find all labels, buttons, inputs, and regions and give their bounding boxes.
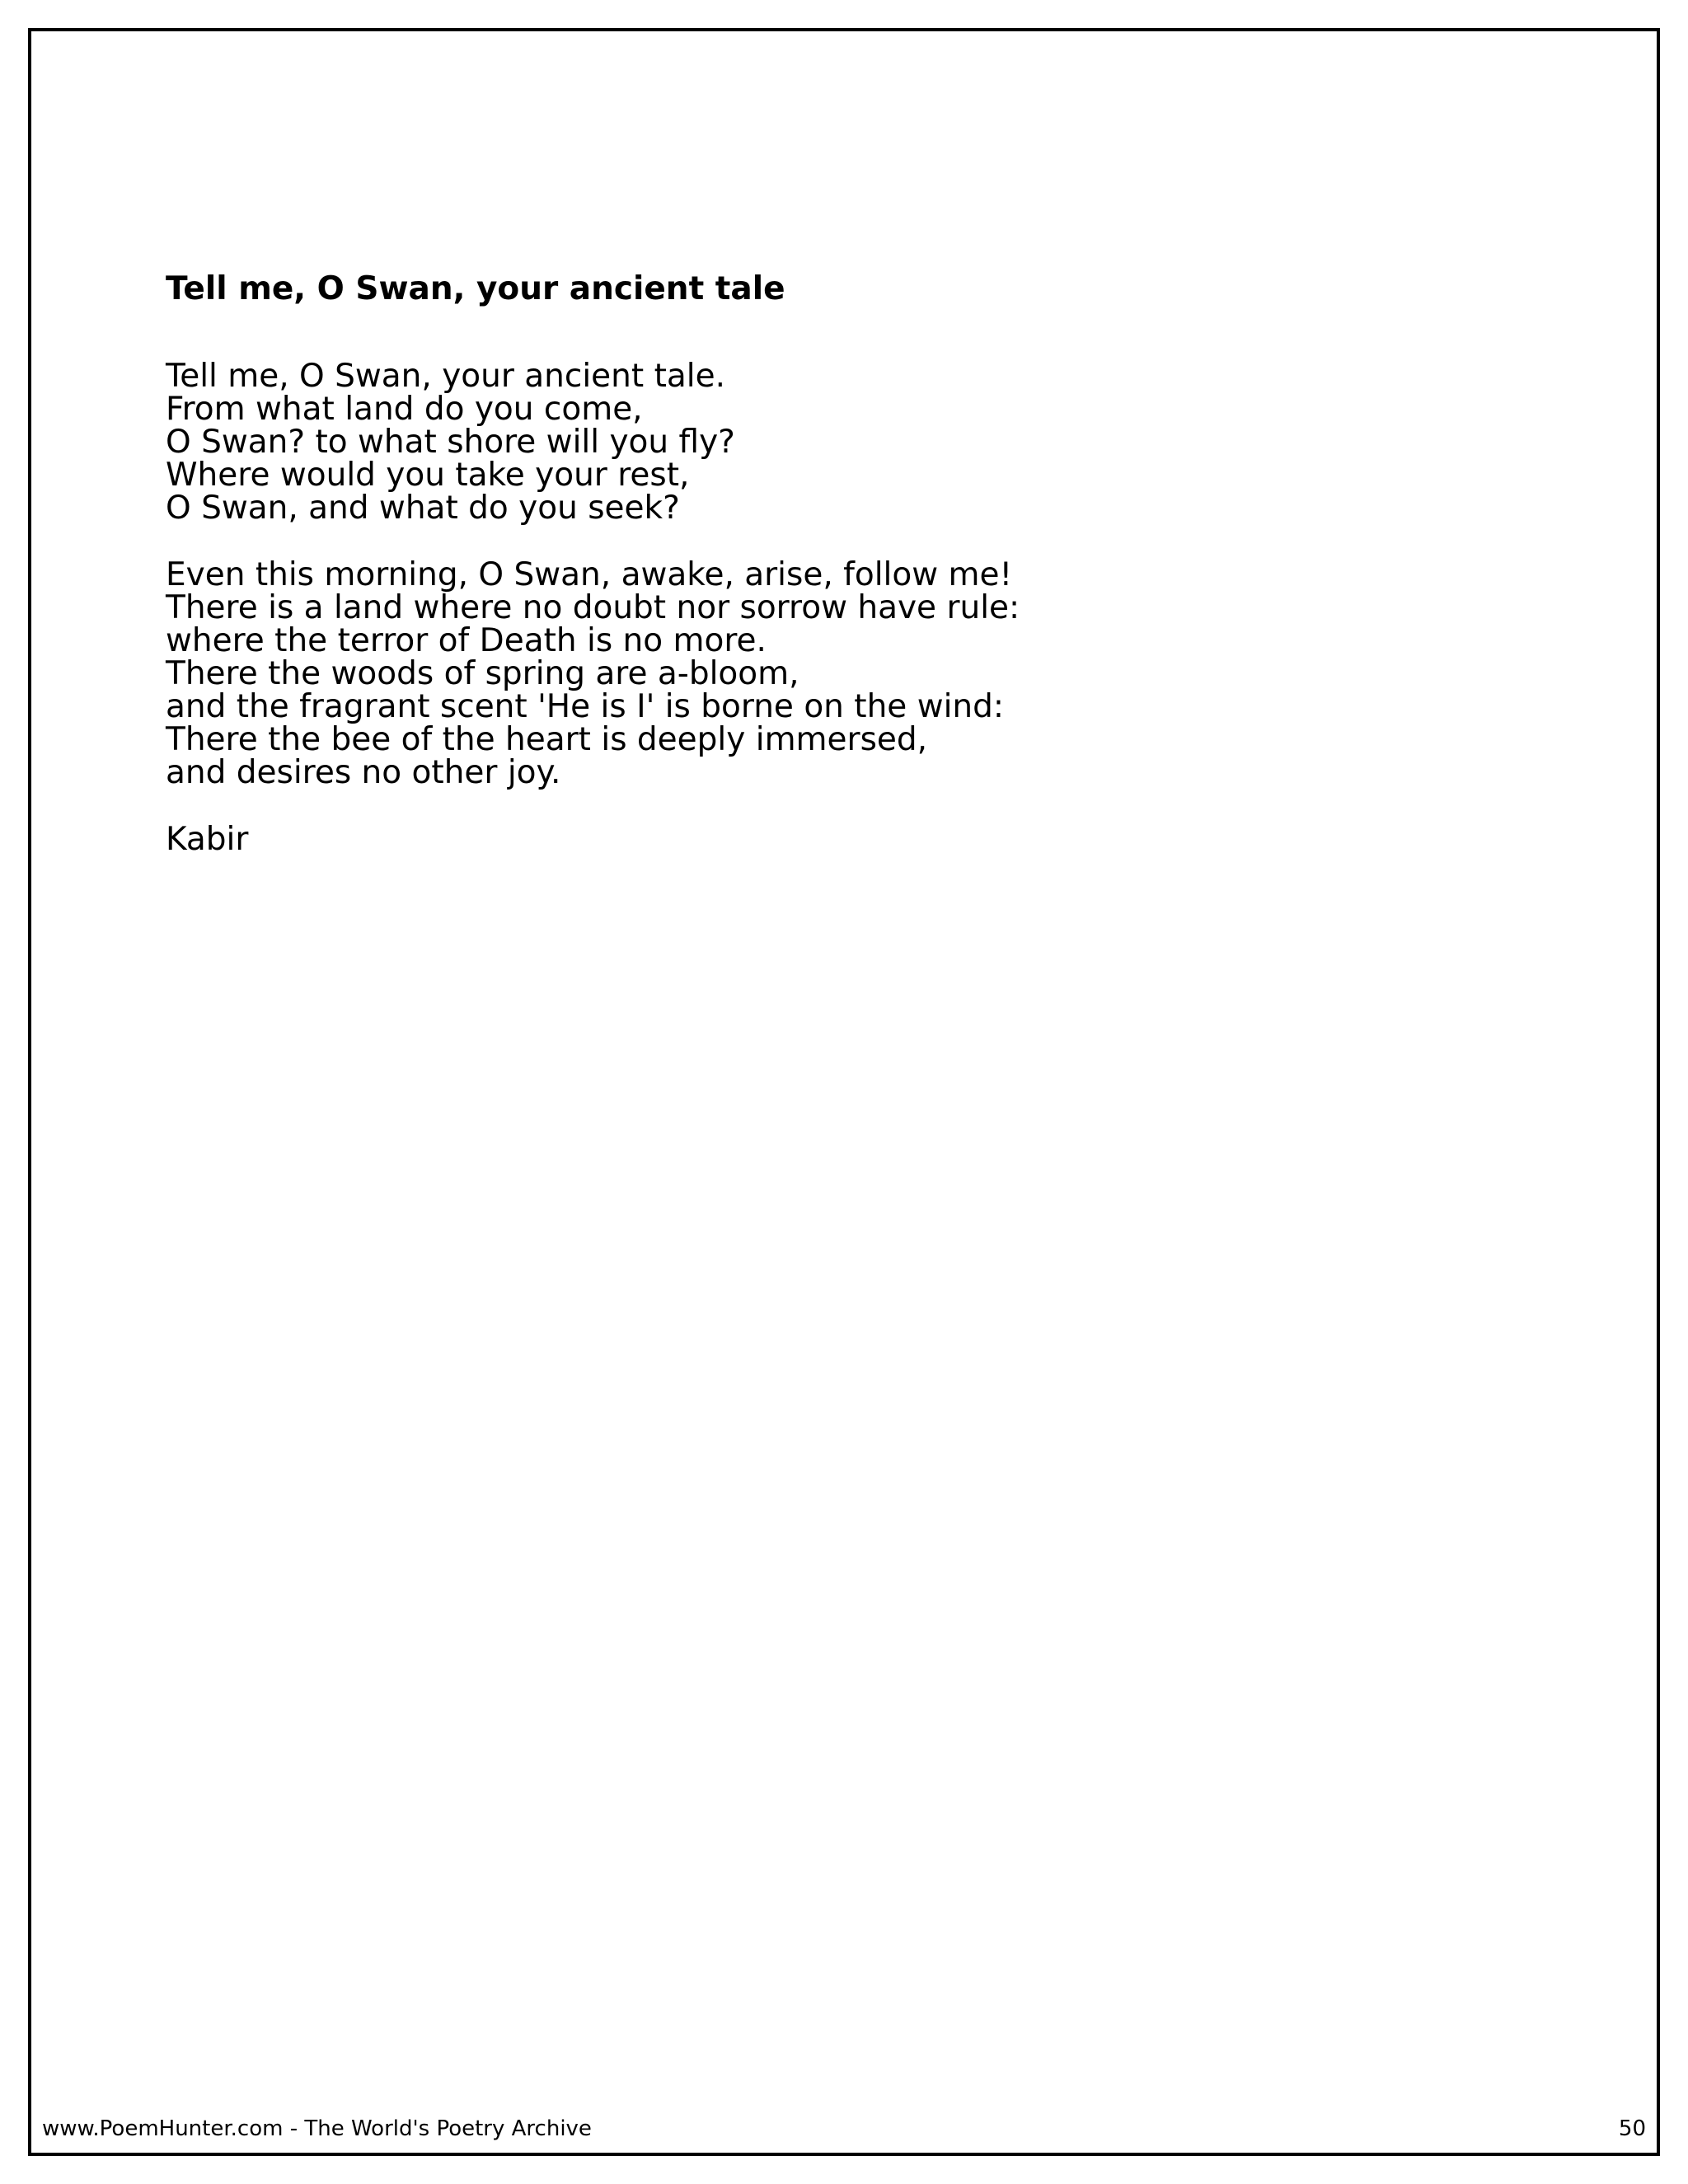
footer-source: www.PoemHunter.com - The World's Poetry Archive	[42, 2116, 592, 2141]
poem-line: O Swan? to what shore will you fly?	[166, 423, 735, 461]
poem-line: There the bee of the heart is deeply immersed,	[166, 720, 928, 758]
poem-line: Where would you take your rest,	[166, 456, 690, 494]
poem-line: There the woods of spring are a-bloom,	[166, 654, 799, 692]
poem-line: and desires no other joy.	[166, 753, 561, 791]
poem-title: Tell me, O Swan, your ancient tale	[166, 270, 785, 307]
poem-line: where the terror of Death is no more.	[166, 621, 767, 659]
poem-line: O Swan, and what do you seek?	[166, 489, 680, 527]
poem-content	[166, 272, 1567, 856]
poem-line: Tell me, O Swan, your ancient tale.	[166, 357, 725, 395]
poem-line: There is a land where no doubt nor sorrow have rule:	[166, 588, 1020, 626]
poem-line: and the fragrant scent 'He is I' is borne on the wind:	[166, 687, 1005, 725]
page-number: 50	[1618, 2116, 1646, 2141]
poem-line: Even this morning, O Swan, awake, arise, follow me!	[166, 555, 1013, 593]
stanza-1	[166, 357, 1567, 527]
poem-line: From what land do you come,	[166, 390, 643, 428]
poem-author: Kabir	[166, 820, 249, 858]
stanza-2	[166, 555, 1567, 791]
